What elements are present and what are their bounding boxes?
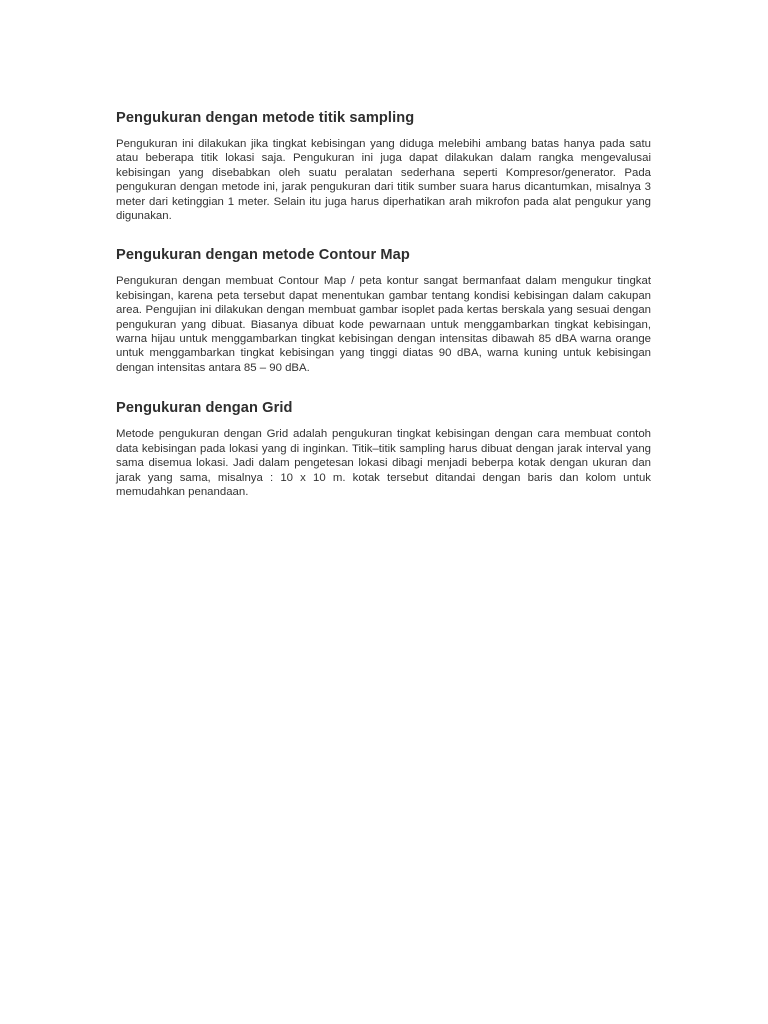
section-heading: Pengukuran dengan Grid [116,400,293,417]
section-heading: Pengukuran dengan metode Contour Map [116,247,410,264]
section-grid [116,398,651,499]
section-titik-sampling [116,108,651,223]
section-contour-map [116,245,651,375]
section-body: Pengukuran dengan membuat Contour Map / peta kontur sangat bermanfaat dalam mengukur tingkat kebisingan, karena peta tersebut dapat menentukan gambar tentang kondisi kebisingan dalam cakupan area. Pengujian ini dilakukan dengan membuat gambar isoplet pada kertas berskala yang sesuai dengan pengukuran yang dibuat. Biasanya dibuat kode pewarnaan untuk menggambarkan tingkat kebisingan, warna hijau untuk menggambarkan tingkat kebisingan dengan intensitas dibawah 85 dBA warna orange untuk menggambarkan tingkat kebisingan yang tinggi diatas 90 dBA, warna kuning untuk kebisingan dengan intensitas antara 85 – 90 dBA. [116,275,651,374]
section-heading: Pengukuran dengan metode titik sampling [116,110,415,126]
section-body: Pengukuran ini dilakukan jika tingkat kebisingan yang diduga melebihi ambang batas hanya pada satu atau beberapa titik lokasi saja. Pengukuran ini juga dapat dilakukan dalam rangka mengevalusai kebisingan yang disebabkan oleh suatu peralatan sederhana seperti Kompresor/generator. Pada pengukuran dengan metode ini, jarak pengukuran dari titik sumber suara harus dicantumkan, misalnya 3 meter dari ketinggian 1 meter. Selain itu juga harus diperhatikan arah mikrofon pada alat pengukur yang digunakan. [116,138,651,223]
section-body: Metode pengukuran dengan Grid adalah pengukuran tingkat kebisingan dengan cara membuat contoh data kebisingan pada lokasi yang di inginkan. Titik–titik sampling harus dibuat dengan jarak interval yang sama disemua lokasi. Jadi dalam pengetesan lokasi dibagi menjadi beberpa kotak dengan ukuran dan jarak yang sama, misalnya : 10 x 10 m. kotak tersebut ditandai dengan baris dan kolom untuk memudahkan penandaan. [116,428,651,498]
document-page [116,108,651,521]
